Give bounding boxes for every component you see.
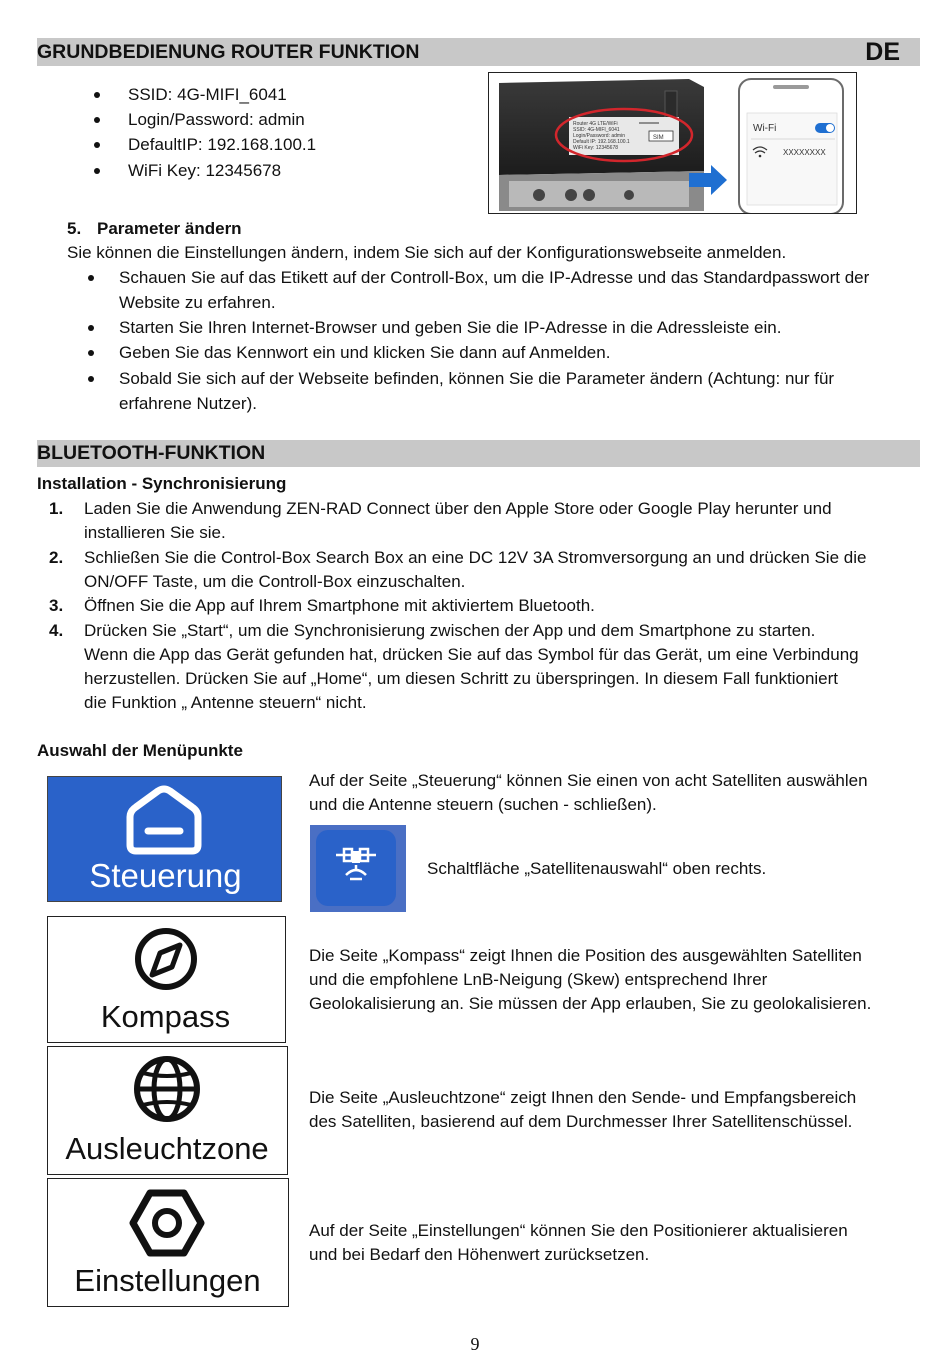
router-wifi-drawing — [489, 73, 857, 214]
list-item: Login/Password: admin — [128, 110, 305, 129]
bullet-icon — [94, 117, 100, 123]
list-item: Starten Sie Ihren Internet-Browser und geben Sie die IP-Adresse in die Adressleiste ein. — [119, 318, 782, 337]
label-line: Default IP: 192.168.100.1 — [573, 139, 630, 145]
satellite-select-button — [310, 825, 406, 912]
step-number: 3. — [49, 596, 64, 615]
language-label: DE — [865, 38, 900, 66]
list-item: DefaultIP: 192.168.100.1 — [128, 135, 317, 154]
bullet-icon — [94, 92, 100, 98]
menu-description: Auf der Seite „Einstellungen“ können Sie den Positionierer aktualisieren — [309, 1221, 848, 1240]
tile-label: Kompass — [100, 999, 231, 1034]
wifi-label: Wi-Fi — [753, 123, 777, 134]
step-text: ON/OFF Taste, um die Controll-Box einzuschalten. — [84, 572, 466, 591]
list-item-cont: Website zu erfahren. — [119, 293, 276, 312]
ausleuchtzone-tile — [47, 1046, 288, 1175]
step-text: installieren Sie sie. — [84, 523, 226, 542]
router-wifi-illustration — [488, 72, 857, 214]
section-number: 5. — [67, 219, 82, 238]
step-number: 4. — [49, 621, 64, 640]
step-text: Laden Sie die Anwendung ZEN-RAD Connect über den Apple Store oder Google Play herunter und — [84, 499, 832, 518]
sim-label: SIM — [653, 135, 664, 141]
menu-description: des Satelliten, basierend auf dem Durchmesser Ihrer Satellitenschüssel. — [309, 1112, 853, 1131]
subsection-heading: Auswahl der Menüpunkte — [37, 741, 243, 760]
bullet-icon — [94, 168, 100, 174]
page-number: 9 — [470, 1334, 480, 1354]
step-text: Wenn die App das Gerät gefunden hat, drücken Sie auf das Symbol für das Gerät, um eine Verbindung — [84, 645, 859, 664]
list-item: Geben Sie das Kennwort ein und klicken Sie dann auf Anmelden. — [119, 343, 611, 362]
einstellungen-tile — [47, 1178, 289, 1307]
tile-label: Steuerung — [89, 857, 242, 894]
bullet-icon — [88, 350, 94, 356]
label-line: SSID: 4G-MIFI_6041 — [573, 127, 620, 133]
step-text: die Funktion „ Antenne steuern“ nicht. — [84, 693, 367, 712]
kompass-tile — [47, 916, 286, 1043]
menu-description: und die Antenne steuern (suchen - schließen). — [309, 795, 657, 814]
section-title: BLUETOOTH-FUNKTION — [37, 442, 266, 464]
step-text: herzustellen. Drücken Sie auf „Home“, um diesen Schritt zu überspringen. In diesem Fall funktioniert — [84, 669, 839, 688]
step-number: 2. — [49, 548, 64, 567]
menu-description: Schaltfläche „Satellitenauswahl“ oben rechts. — [427, 859, 767, 878]
satellite-icon — [310, 825, 406, 912]
tile-label: Ausleuchtzone — [65, 1131, 269, 1166]
step-text: Drücken Sie „Start“, um die Synchronisierung zwischen der App und dem Smartphone zu starten. — [84, 621, 816, 640]
bullet-icon — [88, 376, 94, 382]
step-number: 1. — [49, 499, 64, 518]
step-text: Schließen Sie die Control-Box Search Box an eine DC 12V 3A Stromversorgung an und drücken Sie die — [84, 548, 867, 567]
step-text: Öffnen Sie die App auf Ihrem Smartphone mit aktiviertem Bluetooth. — [84, 596, 595, 615]
steuerung-tile — [47, 776, 282, 902]
menu-description: und bei Bedarf den Höhenwert zurücksetzen. — [309, 1245, 650, 1264]
list-item-cont: erfahrene Nutzer). — [119, 394, 257, 413]
list-item: WiFi Key: 12345678 — [128, 161, 282, 180]
list-item: Sobald Sie sich auf der Webseite befinden, können Sie die Parameter ändern (Achtung: nur für — [119, 369, 835, 388]
list-item: SSID: 4G-MIFI_6041 — [128, 85, 287, 104]
section-header-bluetooth — [37, 440, 920, 467]
network-name: XXXXXXXX — [783, 148, 826, 157]
label-line: WiFi Key: 12345678 — [573, 145, 619, 151]
menu-description: Die Seite „Ausleuchtzone“ zeigt Ihnen den Sende- und Empfangsbereich — [309, 1088, 857, 1107]
subsection-heading: Installation - Synchronisierung — [37, 474, 287, 493]
menu-description: Auf der Seite „Steuerung“ können Sie einen von acht Satelliten auswählen — [309, 771, 868, 790]
section-heading: Parameter ändern — [97, 219, 242, 238]
menu-description: und die empfohlene LnB-Neigung (Skew) entsprechend Ihrer — [309, 970, 768, 989]
bullet-icon — [88, 275, 94, 281]
section-header-router — [37, 38, 920, 66]
label-line: Login/Password: admin — [573, 133, 625, 139]
section-title: GRUNDBEDIENUNG ROUTER FUNKTION — [37, 41, 420, 63]
list-item: Schauen Sie auf das Etikett auf der Controll-Box, um die IP-Adresse und das Standardpasswort der — [119, 268, 870, 287]
bullet-icon — [88, 325, 94, 331]
menu-description: Geolokalisierung an. Sie müssen der App erlauben, Sie zu geolokalisieren. — [309, 994, 872, 1013]
bullet-icon — [94, 142, 100, 148]
section-intro: Sie können die Einstellungen ändern, indem Sie sich auf der Konfigurationswebseite anmelden. — [67, 243, 787, 262]
tile-label: Einstellungen — [74, 1263, 261, 1298]
label-line: Router 4G LTE/WiFi — [573, 121, 618, 127]
menu-description: Die Seite „Kompass“ zeigt Ihnen die Position des ausgewählten Satelliten — [309, 946, 862, 965]
